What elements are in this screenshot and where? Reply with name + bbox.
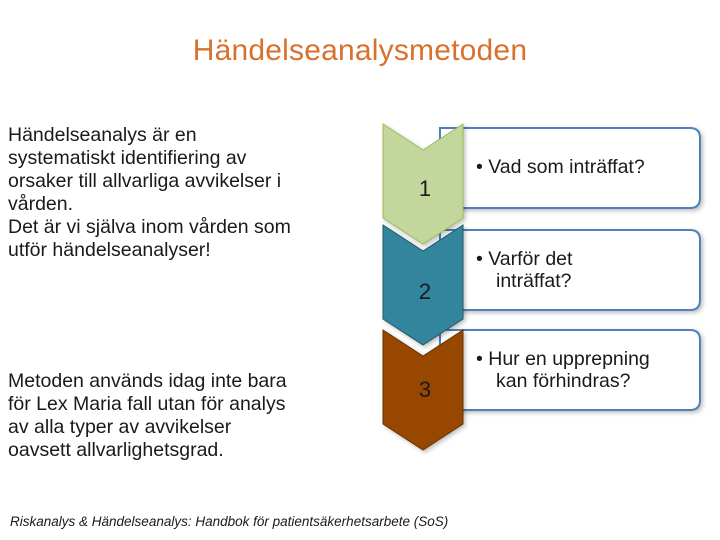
page-title: Händelseanalysmetoden (192, 34, 528, 67)
usage-line: Metoden används idag inte bara (8, 370, 287, 392)
intro-line: vården. (8, 193, 74, 215)
step-2-question-line: • Varför det (476, 248, 573, 270)
step-2-question-line: inträffat? (496, 270, 572, 292)
responsibility-line: Det är vi själva inom vården som (8, 216, 291, 238)
step-3-text (476, 348, 706, 392)
step-2-number: 2 (418, 279, 432, 304)
step-1-question: • Vad som inträffat? (476, 156, 645, 178)
intro-line: orsaker till allvarliga avvikelser i (8, 170, 282, 192)
source-citation: Riskanalys & Händelseanalys: Handbok för patientsäkerhetsarbete (SoS) (10, 514, 449, 529)
usage-line: för Lex Maria fall utan för analys (8, 393, 286, 415)
usage-line: av alla typer av avvikelser (8, 416, 232, 438)
step-1-text (476, 156, 706, 178)
step-2-text (476, 248, 706, 292)
step-3-question-line: • Hur en upprepning (476, 348, 650, 370)
step-3-number: 3 (418, 377, 432, 402)
responsibility-line: utför händelseanalyser! (8, 239, 211, 261)
intro-line: systematiskt identifiering av (8, 147, 247, 169)
intro-line: Händelseanalys är en (8, 124, 197, 146)
usage-line: oavsett allvarlighetsgrad. (8, 439, 224, 461)
step-1-number: 1 (418, 176, 432, 201)
step-3-question-line: kan förhindras? (496, 370, 631, 392)
